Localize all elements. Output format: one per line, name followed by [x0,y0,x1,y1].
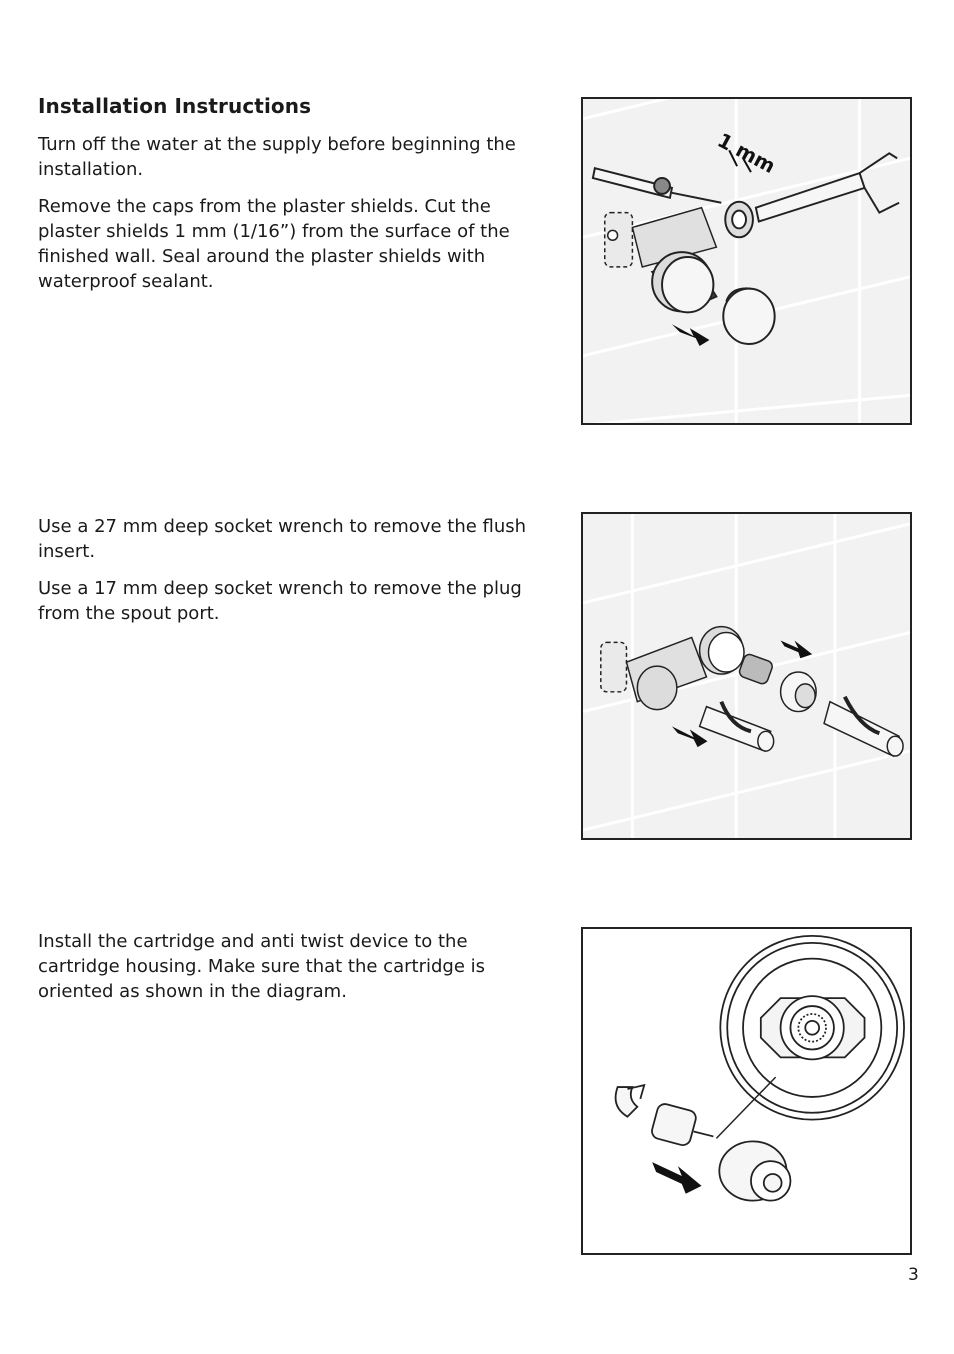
flush-insert [738,653,816,712]
cartridge [650,1102,713,1147]
step1-paragraph-1: Turn off the water at the supply before beginning the installation. [38,134,516,180]
step2-paragraph-2: Use a 17 mm deep socket wrench to remove the plug from the spout port. [38,578,522,624]
figure-cut-plaster-shields [581,97,912,425]
plaster-shield [652,252,716,312]
plaster-shield-illustration [583,99,910,423]
page-number: 3 [908,1265,919,1285]
measurement-label: 1 mm [713,128,780,179]
figure-install-cartridge [581,927,912,1255]
cartridge-illustration [583,929,910,1253]
anti-twist-device [616,1085,645,1117]
shield-cap [723,288,774,344]
page-heading: Installation Instructions [38,94,312,118]
cartridge-housing-top-view [720,936,904,1120]
step2-paragraph-1: Use a 27 mm deep socket wrench to remove the flush insert. [38,516,527,562]
cartridge-housing [719,1141,790,1200]
direction-arrow-icon [652,1162,701,1194]
valve-body [601,627,744,710]
step1-paragraph-2: Remove the caps from the plaster shields. Cut the plaster shields 1 mm (1/16”) from the surface of the finished wall. Seal around the plaster shields with waterproof sealant. [38,196,510,292]
figure-remove-flush-insert [581,512,912,840]
step3-paragraph-1: Install the cartridge and anti twist device to the cartridge housing. Make sure that the cartridge is oriented as shown in the diagram. [38,931,485,1002]
socket-wrench-illustration [583,514,910,838]
